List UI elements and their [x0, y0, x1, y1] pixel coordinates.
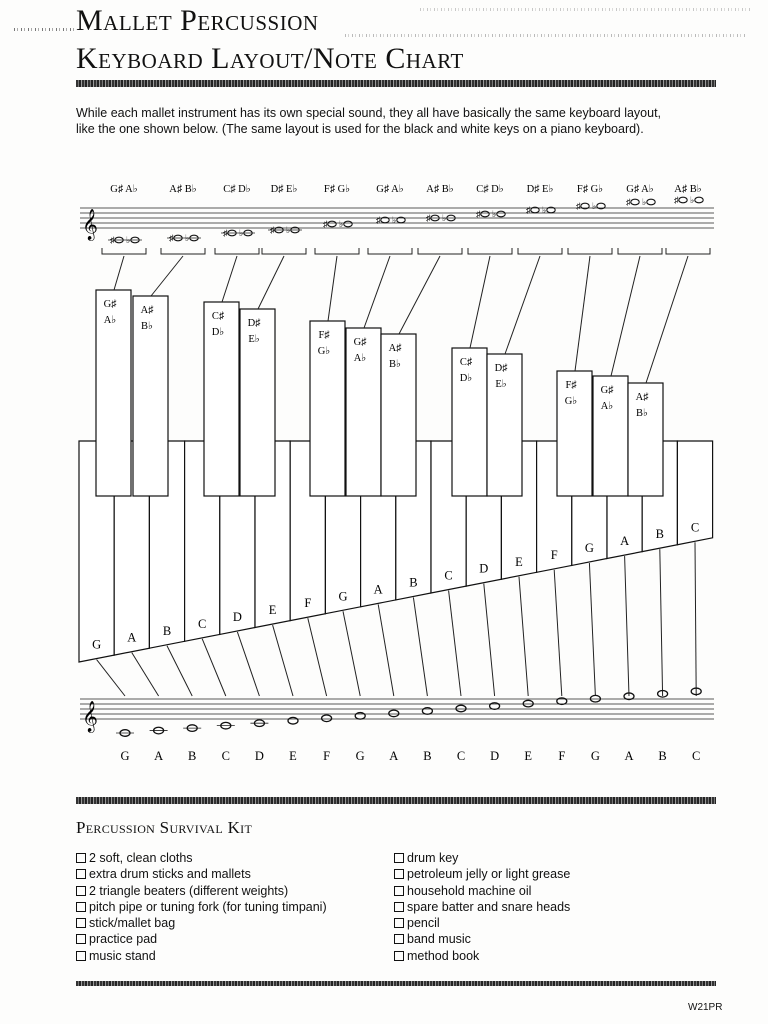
kit-item-label: pitch pipe or tuning fork (for tuning timpani) [89, 899, 327, 914]
black-key-flat-label: G♭ [317, 346, 331, 357]
note-bracket [161, 248, 205, 254]
treble-clef-icon: 𝄞 [82, 701, 98, 731]
kit-item-label: drum key [407, 851, 459, 865]
note-bracket [262, 248, 306, 254]
black-key-leader-line [258, 256, 284, 309]
sharp-flat-label: A♯ B♭ [674, 184, 702, 195]
checkbox-icon [76, 951, 86, 961]
kit-item-label: spare batter and snare heads [407, 899, 571, 914]
sharp-sign: ♯ [576, 201, 581, 211]
white-key-label: B [655, 527, 664, 542]
natural-note-label: B [423, 749, 432, 763]
kit-item [394, 931, 570, 947]
note-head [647, 199, 655, 205]
natural-note-label: C [692, 749, 701, 763]
note-bracket [215, 248, 259, 254]
kit-item-label: 2 triangle beaters (different weights) [89, 883, 289, 898]
kit-item [394, 866, 570, 882]
note-head [344, 221, 352, 227]
white-key-leader-line [625, 556, 629, 696]
note-head [679, 197, 687, 203]
white-key-leader-line [484, 584, 495, 696]
white-key-leader-line [132, 653, 159, 696]
kit-title: Percussion Survival Kit [76, 818, 253, 837]
page-title-line2: Keyboard Layout/Note Chart [76, 42, 464, 75]
natural-note-label: G [590, 749, 600, 763]
kit-item [394, 850, 570, 866]
flat-sign: ♭ [592, 201, 597, 211]
white-key-label: B [162, 623, 172, 638]
white-key-leader-line [378, 604, 394, 696]
note-bracket [618, 248, 662, 254]
sharp-sign: ♯ [674, 195, 679, 205]
note-bracket [102, 248, 146, 254]
kit-item-label: extra drum sticks and mallets [89, 867, 251, 882]
note-bracket [468, 248, 512, 254]
note-bracket [666, 248, 710, 254]
natural-note-label: C [221, 749, 230, 763]
white-key-label: C [198, 616, 207, 631]
white-key-label: D [479, 561, 489, 576]
note-brackets [102, 248, 710, 254]
black-key-leader-line [328, 256, 337, 321]
sharp-flat-label: D♯ E♭ [270, 184, 298, 195]
note-bracket [518, 248, 562, 254]
kit-item-label: music stand [89, 948, 156, 963]
black-key-sharp-label: A♯ [635, 392, 649, 403]
white-key-leader-line [589, 563, 595, 696]
note-bracket [418, 248, 462, 254]
white-key-label: D [232, 609, 242, 624]
sharp-flat-label: G♯ A♭ [110, 184, 138, 195]
black-key-sharp-label: D♯ [494, 363, 508, 374]
flat-sign: ♭ [690, 195, 695, 205]
kit-item [76, 915, 327, 931]
sharp-sign: ♯ [270, 225, 275, 235]
white-key-leader-line [449, 591, 461, 696]
sharp-sign: ♯ [323, 219, 328, 229]
flat-sign: ♭ [185, 233, 190, 243]
white-key-label: F [550, 547, 558, 562]
natural-note-label: B [188, 749, 197, 763]
white-key-leader-line [167, 646, 192, 696]
natural-note-labels [120, 749, 700, 763]
white-key-label: C [444, 568, 453, 583]
flat-sign: ♭ [339, 219, 344, 229]
black-key-flat-label: D♭ [211, 327, 225, 338]
checkbox-icon [76, 918, 86, 928]
black-key-leader-line [222, 256, 237, 302]
footer-code: W21PR [688, 1002, 723, 1013]
white-key-label: A [620, 534, 630, 549]
kit-item [394, 883, 570, 899]
black-key-sharp-label: C♯ [211, 311, 225, 322]
black-key-sharp-label: C♯ [459, 357, 473, 368]
natural-note-label: G [355, 749, 365, 763]
black-key-sharp-label: D♯ [247, 318, 261, 329]
kit-item [76, 883, 327, 899]
checkbox-icon [394, 886, 404, 896]
white-key-label: G [584, 540, 594, 555]
checkbox-icon [76, 853, 86, 863]
black-key-leader-line [399, 256, 440, 334]
page-title-line1: Mallet Percussion [76, 4, 319, 37]
kit-top-rule [76, 797, 716, 804]
black-key-flat-label: G♭ [564, 396, 578, 407]
intro-text: While each mallet instrument has its own special sound, they all have basically the same keyboard layout, like the one shown below. (The same layout is used for the black and white keys on a piano keyboard). [76, 106, 662, 136]
note-bracket [315, 248, 359, 254]
sharp-sign: ♯ [526, 205, 531, 215]
treble-clef-icon: 𝄞 [82, 209, 98, 239]
white-key-label: B [409, 575, 418, 590]
sharp-flat-label: G♯ A♭ [376, 184, 404, 195]
kit-item [76, 899, 327, 915]
sharp-flat-labels [110, 183, 701, 195]
natural-note-label: E [289, 749, 297, 763]
black-key-sharp-label: G♯ [353, 337, 367, 348]
note-bracket [568, 248, 612, 254]
white-key-label: G [92, 637, 102, 652]
kit-item [394, 948, 570, 964]
sharp-flat-label: F♯ G♭ [323, 184, 351, 195]
checkbox-icon [394, 902, 404, 912]
white-key-leader-line [519, 577, 528, 696]
white-key-label: C [690, 520, 700, 535]
checkbox-icon [76, 869, 86, 879]
sharp-sign: ♯ [626, 197, 631, 207]
kit-item [394, 915, 570, 931]
kit-item-label: 2 soft, clean cloths [89, 851, 193, 865]
checkbox-icon [394, 934, 404, 944]
note-head [481, 211, 489, 217]
kit-item [394, 899, 570, 915]
note-head [355, 713, 365, 720]
black-key-leader-line [470, 256, 490, 348]
kit-item-label: stick/mallet bag [89, 916, 176, 931]
white-key-leader-line [308, 618, 327, 696]
checkbox-icon [394, 918, 404, 928]
black-key-flat-label: A♭ [600, 401, 614, 412]
black-key-flat-label: B♭ [141, 321, 153, 332]
kit-bottom-rule [76, 981, 716, 986]
checkbox-icon [76, 902, 86, 912]
kit-item [76, 931, 327, 947]
black-key-flat-label: B♭ [389, 359, 401, 370]
black-key-sharp-label: A♯ [140, 305, 154, 316]
note-head [695, 197, 703, 203]
natural-note-label: C [456, 749, 466, 763]
black-key [452, 348, 487, 496]
natural-note-label: D [254, 749, 264, 763]
white-key-leader-line [343, 611, 360, 696]
flat-sign: ♭ [392, 215, 397, 225]
black-key-leader-line [575, 256, 590, 371]
sharp-flat-label: C♯ D♭ [223, 184, 251, 195]
white-key-label: A [373, 582, 383, 597]
natural-note-label: A [624, 749, 634, 763]
flat-sign: ♭ [239, 228, 244, 238]
kit-item-label: practice pad [89, 932, 158, 947]
checkbox-icon [394, 853, 404, 863]
checkbox-icon [394, 951, 404, 961]
sharp-flat-label: C♯ D♭ [476, 184, 504, 195]
flat-sign: ♭ [286, 225, 291, 235]
white-key-label: G [338, 589, 348, 604]
black-key-sharp-label: F♯ [318, 330, 330, 341]
black-key-leader-line [611, 256, 640, 376]
black-key-flat-label: B♭ [636, 408, 648, 419]
note-head [288, 717, 298, 724]
natural-note-label: F [558, 749, 566, 763]
black-key-flat-label: A♭ [353, 353, 367, 364]
black-key [487, 354, 522, 496]
sharp-sign: ♯ [476, 209, 481, 219]
natural-note-label: A [154, 749, 164, 763]
black-key-sharp-label: A♯ [388, 343, 402, 354]
sharp-flat-label: D♯ E♭ [526, 184, 554, 195]
kit-item [76, 866, 327, 882]
natural-note-label: F [323, 749, 331, 763]
white-key-leader-line [202, 639, 226, 696]
note-head [389, 710, 399, 717]
kit-item [76, 850, 327, 866]
black-key-leader-line [505, 256, 540, 354]
treble-staff-accidentals [80, 195, 714, 245]
black-key-leader-line [114, 256, 124, 290]
white-key-label: F [304, 596, 312, 611]
white-key-leader-line [97, 660, 125, 696]
kit-item-label: method book [407, 948, 480, 963]
black-key-flat-label: A♭ [103, 315, 117, 326]
note-head [631, 199, 639, 205]
sharp-flat-label: F♯ G♭ [576, 184, 604, 195]
flat-sign: ♭ [542, 205, 547, 215]
natural-note-label: D [490, 749, 500, 763]
checkbox-icon [76, 886, 86, 896]
sharp-sign: ♯ [376, 215, 381, 225]
black-key-flat-label: E♭ [248, 334, 260, 345]
flat-sign: ♭ [642, 197, 647, 207]
natural-note-label: A [389, 749, 399, 763]
black-key-sharp-label: G♯ [600, 385, 614, 396]
note-head [456, 705, 466, 712]
kit-item-label: petroleum jelly or light grease [407, 867, 571, 882]
checkbox-icon [76, 934, 86, 944]
sharp-sign: ♯ [223, 228, 228, 238]
white-key-label: E [268, 603, 277, 618]
kit-list-left [76, 850, 327, 964]
note-head [328, 221, 336, 227]
black-key-flat-label: E♭ [495, 379, 507, 390]
black-key-leader-line [646, 256, 688, 383]
kit-list-right [394, 850, 570, 964]
flat-sign: ♭ [126, 235, 131, 245]
note-head [322, 715, 332, 722]
white-key-label: E [515, 554, 523, 569]
white-key-leader-line [237, 632, 259, 696]
sharp-flat-label: A♯ B♭ [169, 184, 197, 195]
kit-item-label: household machine oil [407, 883, 532, 898]
kit-item [76, 948, 327, 964]
black-key-leader-line [151, 256, 183, 296]
white-key-leader-line [413, 597, 427, 696]
checkbox-icon [394, 869, 404, 879]
flat-sign: ♭ [442, 213, 447, 223]
white-key-leader-line [273, 625, 293, 696]
black-key-sharp-label: F♯ [565, 380, 577, 391]
sharp-sign: ♯ [110, 235, 115, 245]
note-head [497, 211, 505, 217]
white-key-leader-line [554, 570, 562, 696]
treble-staff-naturals [80, 688, 714, 736]
sharp-sign: ♯ [169, 233, 174, 243]
white-key-label: A [127, 630, 137, 645]
black-key-flat-label: D♭ [459, 373, 473, 384]
black-key-leader-line [364, 256, 390, 328]
natural-note-label: E [524, 749, 533, 763]
note-bracket [368, 248, 412, 254]
flat-sign: ♭ [492, 209, 497, 219]
kit-item-label: pencil [407, 916, 440, 931]
sharp-flat-label: G♯ A♭ [626, 184, 654, 195]
black-key-sharp-label: G♯ [103, 299, 117, 310]
sharp-sign: ♯ [426, 213, 431, 223]
sharp-flat-label: A♯ B♭ [426, 184, 454, 195]
natural-note-label: B [658, 749, 667, 763]
kit-item-label: band music [407, 932, 471, 947]
natural-note-label: G [120, 749, 130, 763]
white-key-leader-line [695, 542, 696, 696]
white-key-leader-line [660, 549, 663, 696]
